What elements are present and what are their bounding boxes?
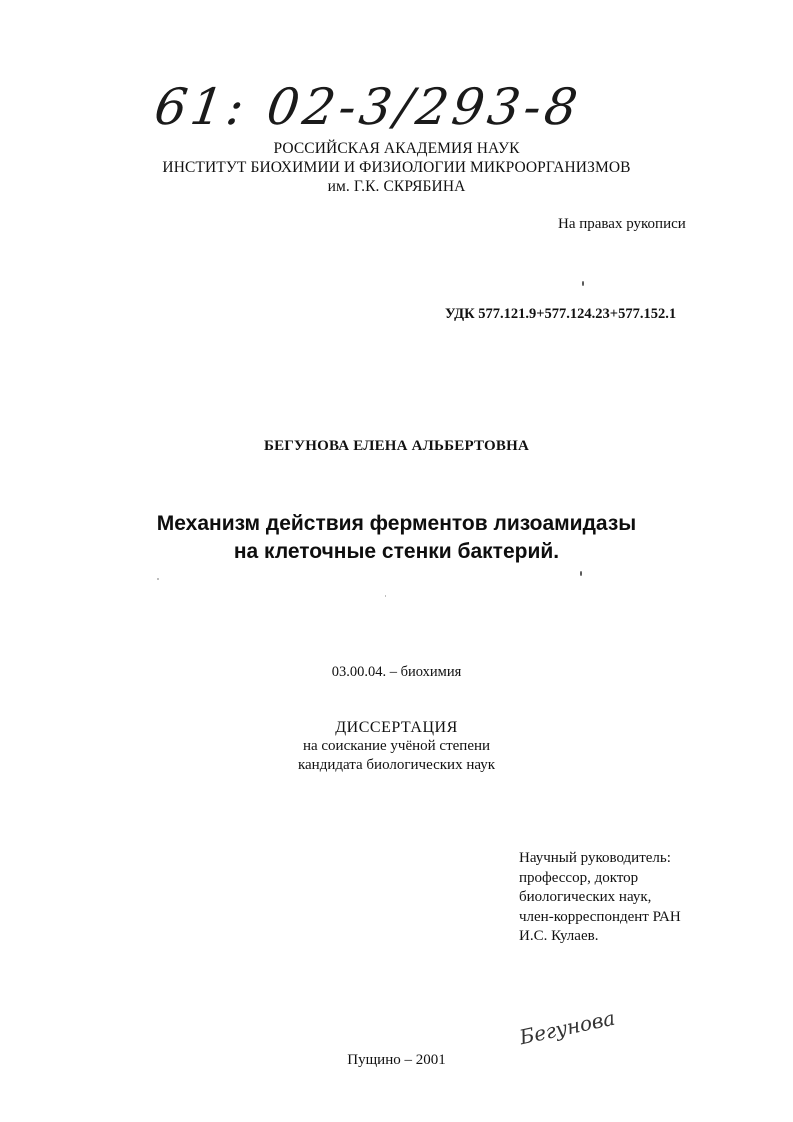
specialty-code: 03.00.04. – биохимия bbox=[331, 664, 462, 680]
handwritten-number-text: 61: 02-3/293-8 bbox=[151, 77, 585, 136]
dissertation-title bbox=[0, 510, 793, 566]
dissertation-degree-line: на соискание учёной степени bbox=[302, 738, 491, 754]
dissertation-block bbox=[0, 718, 793, 775]
institution-line-academy: РОССИЙСКАЯ АКАДЕМИЯ НАУК bbox=[273, 140, 520, 157]
city-year: Пущино – 2001 bbox=[347, 1052, 446, 1068]
scan-speck bbox=[582, 281, 584, 286]
supervisor-field: биологических наук, bbox=[519, 889, 652, 905]
signature-text: Бегунова bbox=[517, 1005, 618, 1048]
author-name: БЕГУНОВА ЕЛЕНА АЛЬБЕРТОВНА bbox=[263, 438, 530, 454]
institution-line-institute: ИНСТИТУТ БИОХИМИИ И ФИЗИОЛОГИИ МИКРООРГАНИЗМОВ bbox=[162, 159, 631, 176]
author-signature bbox=[514, 1000, 624, 1048]
scan-speck bbox=[385, 595, 386, 597]
scan-speck bbox=[580, 571, 582, 576]
dissertation-field-line: кандидата биологических наук bbox=[297, 757, 496, 773]
institution-header bbox=[0, 139, 793, 196]
supervisor-heading: Научный руководитель: bbox=[519, 850, 671, 866]
udc-code: УДК 577.121.9+577.124.23+577.152.1 bbox=[445, 306, 677, 322]
title-line-1: Механизм действия ферментов лизоамидазы bbox=[156, 512, 637, 535]
institution-line-named-after: им. Г.К. СКРЯБИНА bbox=[327, 178, 466, 195]
supervisor-title: профессор, доктор bbox=[519, 869, 639, 886]
supervisor-membership: член-корреспондент РАН bbox=[519, 908, 681, 925]
scan-speck bbox=[157, 578, 159, 580]
rights-note: На правах рукописи bbox=[558, 216, 686, 232]
handwritten-archive-number bbox=[151, 72, 630, 142]
dissertation-label: ДИССЕРТАЦИЯ bbox=[335, 719, 458, 736]
supervisor-block bbox=[519, 849, 681, 947]
supervisor-name: И.С. Кулаев. bbox=[519, 928, 599, 944]
title-line-2: на клеточные стенки бактерий. bbox=[233, 540, 560, 563]
